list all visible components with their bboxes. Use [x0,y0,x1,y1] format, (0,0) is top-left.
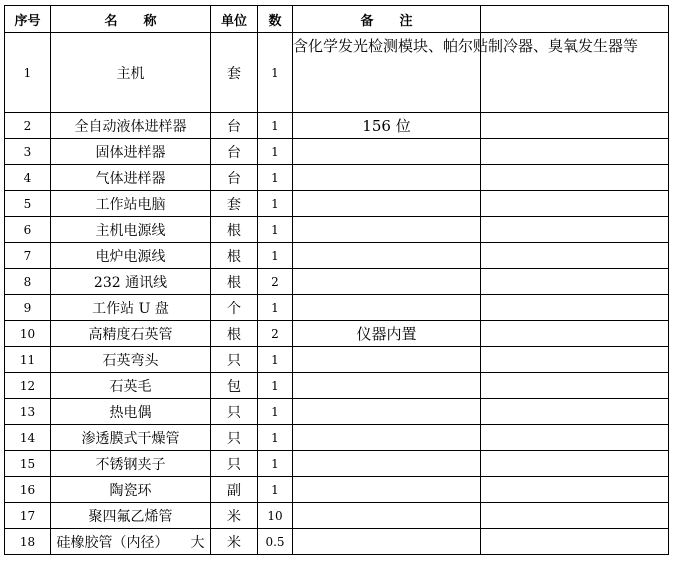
table-row [5,373,669,399]
row-unit: 根 [211,269,258,295]
table-row [5,347,669,373]
row-qty: 0.5 [258,529,293,555]
row-unit: 个 [211,295,258,321]
table-row [5,529,669,555]
table-row [5,243,669,269]
row-note [293,347,481,373]
row-seq: 3 [5,139,51,165]
row-seq: 10 [5,321,51,347]
row-note [293,477,481,503]
table-row [5,399,669,425]
row-name: 工作站电脑 [51,191,211,217]
table-row [5,33,669,113]
table-row [5,321,669,347]
row-name: 热电偶 [51,399,211,425]
row-extra [481,243,669,269]
row-seq: 13 [5,399,51,425]
row-unit: 套 [211,33,258,113]
row-note [293,165,481,191]
row-seq: 6 [5,217,51,243]
row-note [293,139,481,165]
table-row [5,113,669,139]
row-note [293,243,481,269]
header-qty: 数 [258,6,293,33]
row-seq: 14 [5,425,51,451]
table-row [5,295,669,321]
row-name [51,529,211,555]
row-note: 仪器内置 [293,321,481,347]
row-note-text: 含化学发光检测模块、帕尔贴制冷器、臭氧发生器等 [293,37,639,55]
row-seq: 8 [5,269,51,295]
row-seq: 15 [5,451,51,477]
row-note [293,503,481,529]
row-extra [481,425,669,451]
table-row [5,425,669,451]
row-name: 渗透膜式干燥管 [51,425,211,451]
row-name: 电炉电源线 [51,243,211,269]
row-extra [481,295,669,321]
row-extra [481,321,669,347]
row-seq: 17 [5,503,51,529]
row-seq: 11 [5,347,51,373]
row-extra [481,477,669,503]
row-extra [481,191,669,217]
row-name: 工作站 U 盘 [51,295,211,321]
row-note [293,33,639,113]
table-row [5,269,669,295]
row-seq: 1 [5,33,51,113]
row-unit: 根 [211,217,258,243]
row-qty: 1 [258,347,293,373]
row-unit: 只 [211,451,258,477]
row-qty: 2 [258,321,293,347]
table-row [5,191,669,217]
row-qty: 1 [258,191,293,217]
table-row [5,165,669,191]
table-row [5,503,669,529]
row-seq: 7 [5,243,51,269]
row-name-suffix: 大 [190,534,205,551]
row-note [293,217,481,243]
row-name: 气体进样器 [51,165,211,191]
row-unit: 台 [211,165,258,191]
row-extra [481,451,669,477]
row-unit: 米 [211,503,258,529]
row-qty: 1 [258,425,293,451]
row-extra [481,165,669,191]
row-note [293,399,481,425]
row-seq: 9 [5,295,51,321]
header-seq: 序号 [5,6,51,33]
row-note [293,373,481,399]
table-body [5,33,669,555]
row-name: 石英毛 [51,373,211,399]
row-unit: 只 [211,425,258,451]
row-unit: 根 [211,321,258,347]
row-name: 聚四氟乙烯管 [51,503,211,529]
row-name: 陶瓷环 [51,477,211,503]
row-qty: 1 [258,165,293,191]
row-qty: 1 [258,217,293,243]
row-unit: 副 [211,477,258,503]
row-note [293,191,481,217]
table-header [5,6,669,33]
row-note [293,295,481,321]
row-qty: 1 [258,33,293,113]
table-row [5,217,669,243]
row-unit: 只 [211,347,258,373]
row-extra [481,503,669,529]
row-extra [481,269,669,295]
row-seq: 12 [5,373,51,399]
row-seq: 2 [5,113,51,139]
header-extra [481,6,669,33]
row-qty: 1 [258,477,293,503]
row-name: 主机 [51,33,211,113]
row-seq: 4 [5,165,51,191]
header-name: 名 称 [51,6,211,33]
row-qty: 1 [258,243,293,269]
row-note [293,425,481,451]
row-qty: 1 [258,295,293,321]
row-qty: 2 [258,269,293,295]
row-name: 主机电源线 [51,217,211,243]
row-name: 不锈钢夹子 [51,451,211,477]
row-unit: 套 [211,191,258,217]
equipment-list-table [4,5,669,555]
row-unit: 台 [211,113,258,139]
row-unit: 台 [211,139,258,165]
row-unit: 只 [211,399,258,425]
row-unit: 根 [211,243,258,269]
row-note [293,269,481,295]
row-extra [481,217,669,243]
row-seq: 5 [5,191,51,217]
header-unit: 单位 [211,6,258,33]
row-note [293,451,481,477]
table-row [5,451,669,477]
row-extra [481,373,669,399]
row-note [293,529,481,555]
row-note: 156 位 [293,113,481,139]
row-qty: 10 [258,503,293,529]
header-row [5,6,669,33]
row-qty: 1 [258,113,293,139]
row-qty: 1 [258,373,293,399]
table-row [5,139,669,165]
row-seq: 18 [5,529,51,555]
row-extra [481,399,669,425]
row-name-text: 硅橡胶管（内径） [56,534,169,551]
row-extra [481,529,669,555]
row-qty: 1 [258,399,293,425]
row-name: 高精度石英管 [51,321,211,347]
row-name: 232 通讯线 [51,269,211,295]
row-qty: 1 [258,451,293,477]
row-qty: 1 [258,139,293,165]
row-unit: 米 [211,529,258,555]
row-name: 固体进样器 [51,139,211,165]
row-name: 石英弯头 [51,347,211,373]
row-extra [481,347,669,373]
row-extra [481,139,669,165]
row-name: 全自动液体进样器 [51,113,211,139]
row-seq: 16 [5,477,51,503]
header-note: 备 注 [293,6,481,33]
table-row [5,477,669,503]
row-extra [481,113,669,139]
row-unit: 包 [211,373,258,399]
